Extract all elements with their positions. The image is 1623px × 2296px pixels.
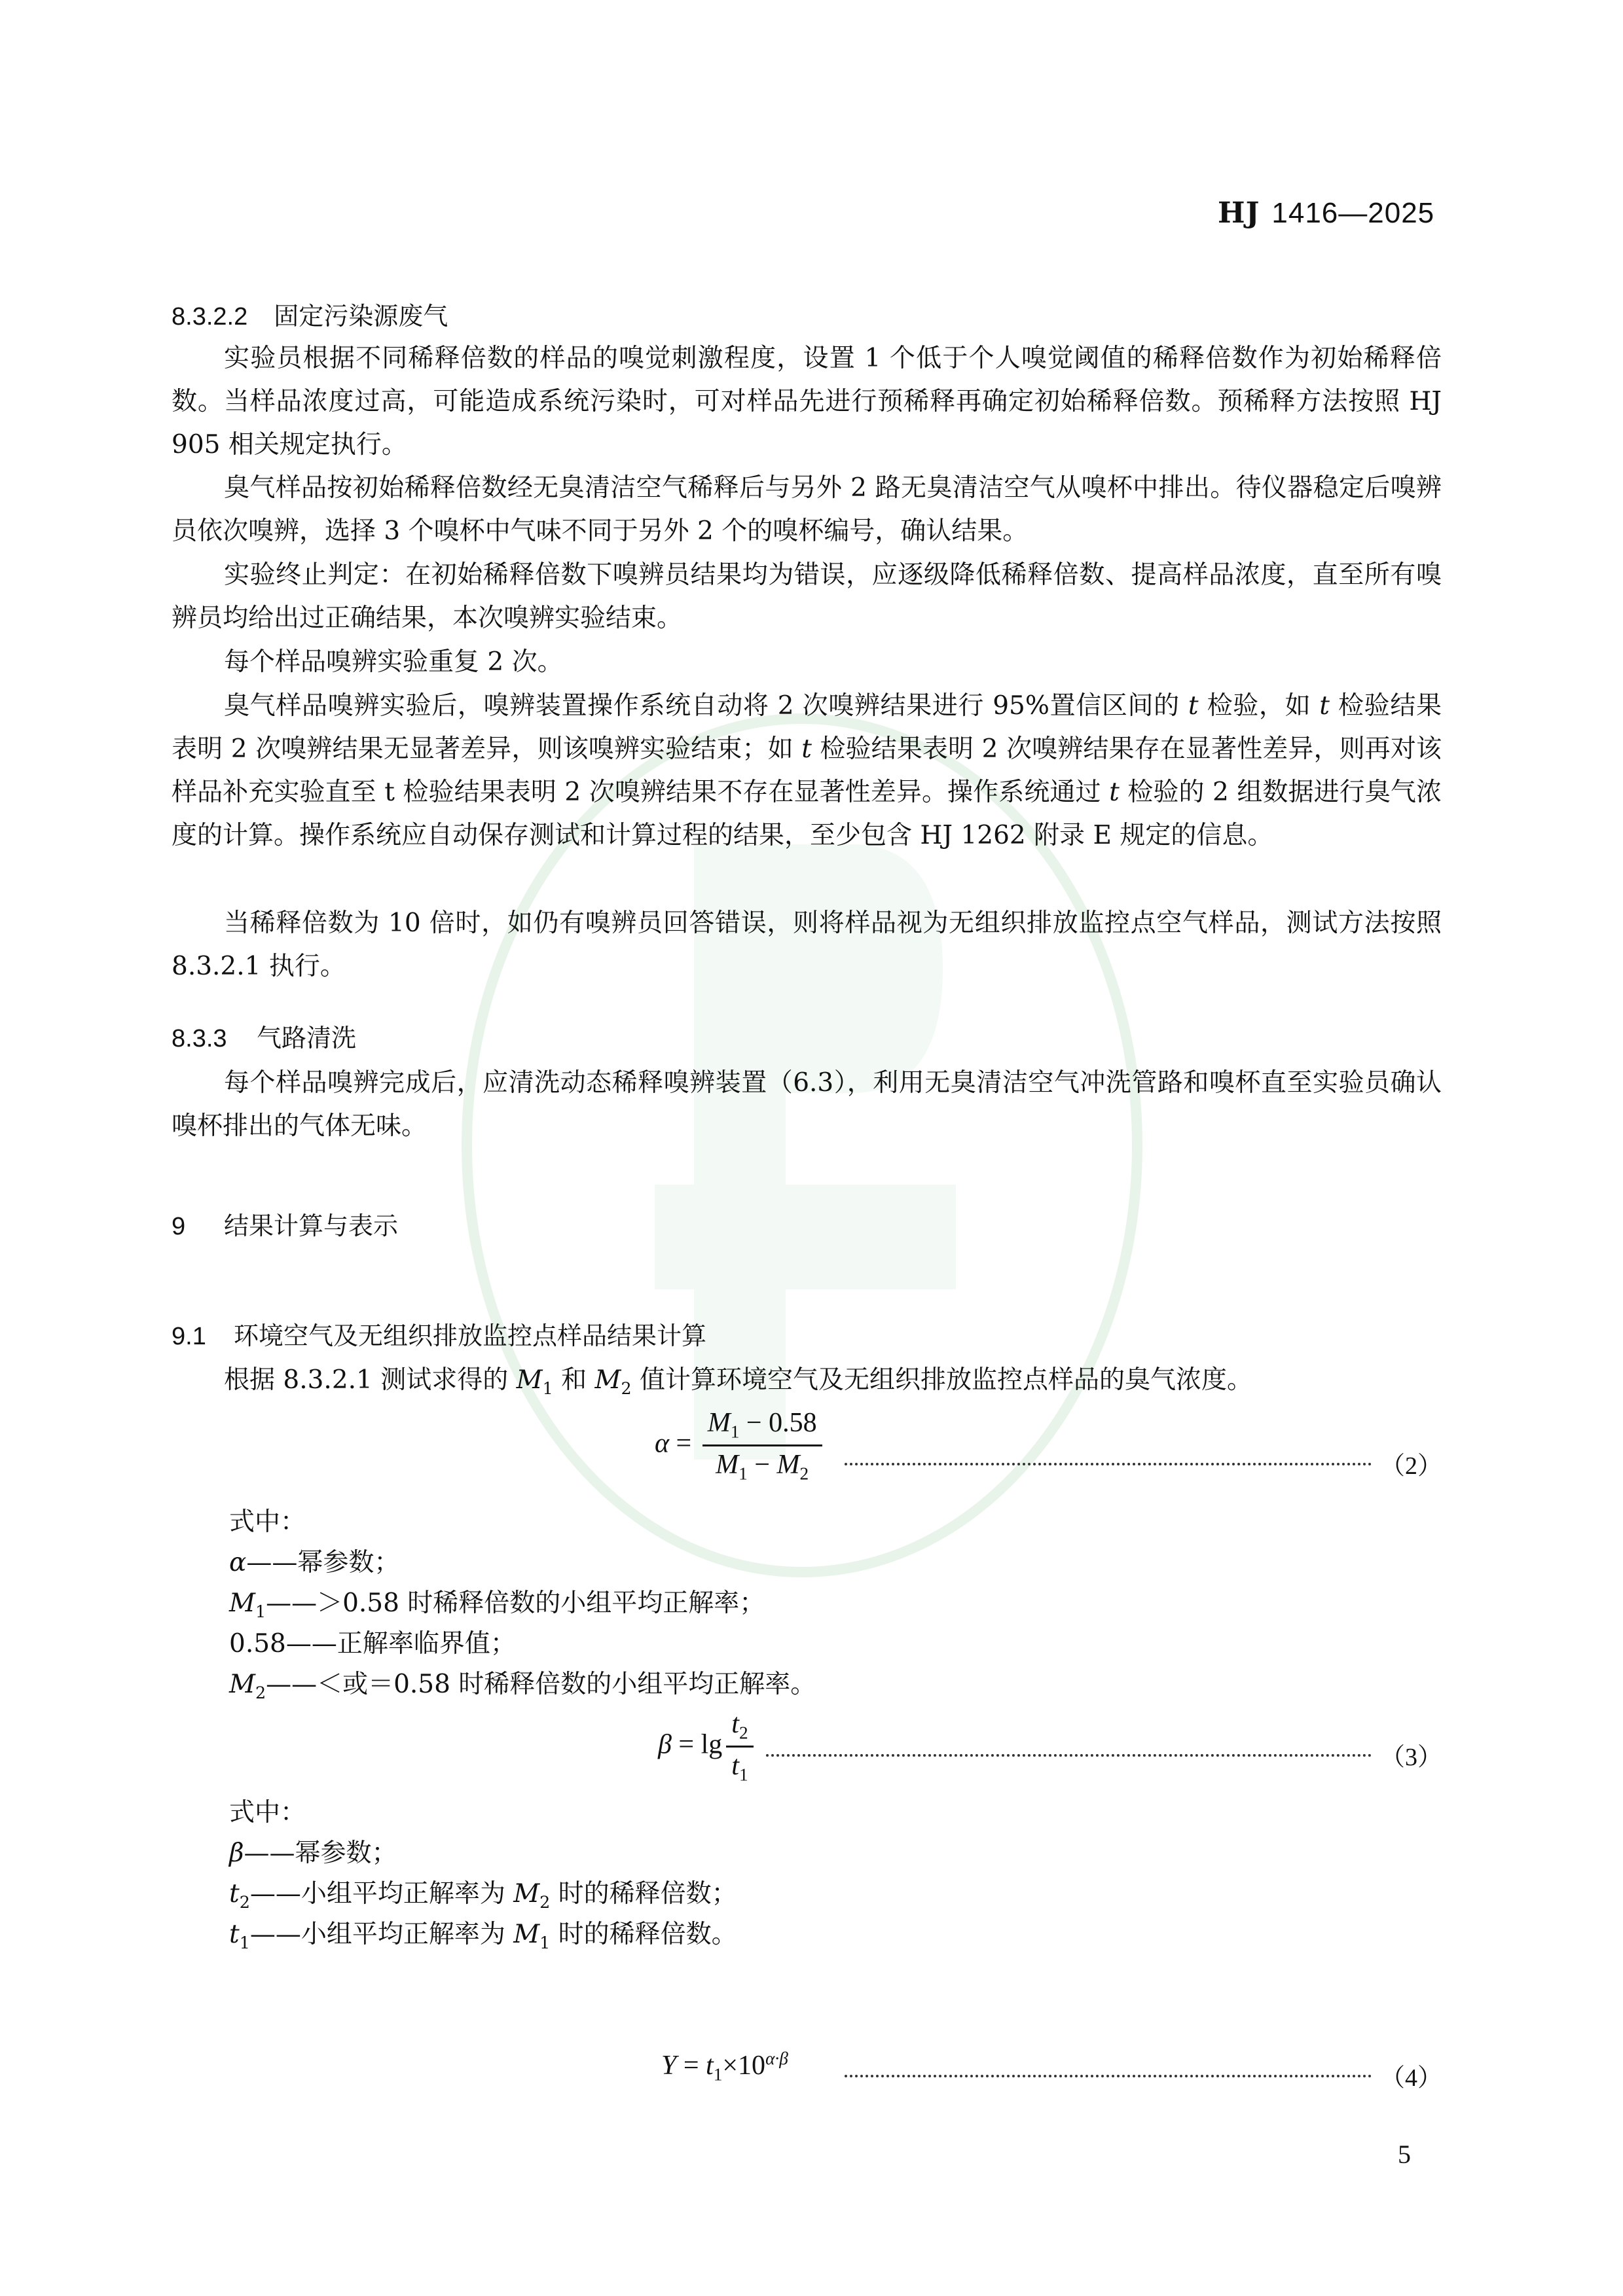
symbol-t: t <box>1109 778 1120 807</box>
symbol-m: M <box>594 1365 621 1395</box>
fraction <box>726 1708 753 1785</box>
section-title: 固定污染源废气 <box>274 303 448 331</box>
text-run: 检验的 2 组数据进行臭气浓度的计算。操作系统应自动保存测试和计算过程的结果，至少包含 HJ 1262 附录 E 规定的信息。 <box>172 778 1442 850</box>
symbol-m: M <box>716 1450 739 1480</box>
section-title: 气路清洗 <box>257 1025 357 1052</box>
symbol: M <box>229 1670 255 1699</box>
paragraph <box>172 554 1442 640</box>
paragraph-text <box>172 685 1442 857</box>
definition-text: ——幂参数； <box>246 1548 400 1577</box>
symbol: 0.58 <box>229 1629 286 1659</box>
section-heading-9-1 <box>172 1316 706 1352</box>
exponent: α·β <box>765 2049 788 2068</box>
paragraph-text: 当稀释倍数为 10 倍时，如仍有嗅辨员回答错误，则将样品视为无组织排放监控点空气样品，测试方法按照 8.3.2.1 执行。 <box>172 908 1442 981</box>
leader-dots <box>845 1463 1372 1465</box>
definition-alpha <box>229 1543 399 1583</box>
equation-number: （4） <box>1380 2064 1443 2092</box>
definition-text: ——正解率临界值； <box>285 1629 516 1659</box>
section-title: 环境空气及无组织排放监控点样品结果计算 <box>234 1323 707 1350</box>
section-number: 8.3.3 <box>172 1025 227 1052</box>
text-run: ×10 <box>722 2051 766 2081</box>
symbol: β <box>229 1839 244 1868</box>
symbol-t: t <box>706 2051 714 2081</box>
symbol-m: M <box>707 1408 731 1438</box>
subscript: 2 <box>239 1892 250 1912</box>
paragraph-text: 每个样品嗅辨完成后，应清洗动态稀释嗅辨装置（6.3），利用无臭清洁空气冲洗管路和嗅杯直至实验员确认嗅杯排出的气体无味。 <box>172 1068 1442 1141</box>
paragraph <box>172 1062 1442 1148</box>
equation-4: $Y = t_1\times 10^{\alpha\cdot\beta}$ <box>661 2049 788 2085</box>
symbol: t <box>229 1920 240 1949</box>
symbol-alpha: α <box>655 1428 670 1459</box>
symbol: M <box>229 1588 255 1618</box>
subscript: 1 <box>739 1765 748 1785</box>
subscript: 1 <box>255 1601 266 1621</box>
symbol-m: M <box>513 1920 540 1949</box>
symbol-t: t <box>1188 691 1199 721</box>
subscript: 1 <box>739 1463 748 1484</box>
subscript: 2 <box>539 1892 551 1912</box>
subscript: 1 <box>542 1378 553 1398</box>
definition-text: ——＜或＝0.58 时稀释倍数的小组平均正解率。 <box>266 1670 816 1699</box>
definition-text: ——小组平均正解率为 <box>249 1920 514 1949</box>
section-heading-8-3-3 <box>172 1018 356 1054</box>
subscript: 2 <box>255 1682 266 1702</box>
symbol: t <box>229 1879 240 1909</box>
symbol-m: M <box>513 1879 540 1909</box>
symbol-m: M <box>776 1450 800 1480</box>
definition-text: ——小组平均正解率为 <box>249 1879 514 1909</box>
definition-text: 时的稀释倍数。 <box>550 1920 737 1949</box>
definition-t1 <box>229 1915 737 1962</box>
section-heading-8-3-2-2 <box>172 296 448 332</box>
paragraph <box>172 467 1442 553</box>
paragraph-text: 每个样品嗅辨实验重复 2 次。 <box>224 647 563 677</box>
section-heading-9 <box>172 1206 398 1242</box>
symbol-t: t <box>731 1751 739 1782</box>
fraction-numerator <box>726 1708 753 1748</box>
paragraph-text: 实验终止判定：在初始稀释倍数下嗅辨员结果均为错误，应逐级降低稀释倍数、提高样品浓度，直至所有嗅辨员均给出过正确结果，本次嗅辨实验结束。 <box>172 560 1442 633</box>
paragraph-text: 臭气样品按初始稀释倍数经无臭清洁空气稀释后与另外 2 路无臭清洁空气从嗅杯中排出。待仪器稳定后嗅辨员依次嗅辨，选择 3 个嗅杯中气味不同于另外 2 个的嗅杯编号，确认结果。 <box>172 473 1442 546</box>
symbol-beta: β <box>658 1729 672 1760</box>
definition-beta <box>229 1834 397 1873</box>
paragraph-text: 实验员根据不同稀释倍数的样品的嗅觉刺激程度，设置 1 个低于个人嗅觉阈值的稀释倍数作为初始稀释倍数。当样品浓度过高，可能造成系统污染时，可对样品先进行预稀释再确定初始稀释倍数。预稀释方法按照 HJ 905 相关规定执行。 <box>172 344 1442 459</box>
subscript: 2 <box>799 1463 809 1484</box>
definition-058 <box>229 1624 516 1664</box>
subscript: 1 <box>713 2064 723 2085</box>
standard-prefix: HJ <box>1218 196 1260 230</box>
paragraph <box>172 1359 1442 1410</box>
fraction-numerator <box>702 1407 822 1446</box>
paragraph <box>172 641 1442 684</box>
subscript: 1 <box>239 1932 250 1952</box>
leader-dots <box>766 1754 1372 1757</box>
fraction-denominator <box>710 1446 814 1484</box>
page-number: 5 <box>1398 2140 1411 2169</box>
text-run: 和 <box>553 1365 595 1395</box>
definition-text: ——＞0.58 时稀释倍数的小组平均正解率； <box>266 1588 765 1618</box>
standard-header <box>1218 196 1434 230</box>
fraction <box>702 1407 822 1484</box>
subscript: 1 <box>730 1422 740 1442</box>
fraction-denominator <box>726 1748 753 1785</box>
standard-code: 1416—2025 <box>1271 197 1435 229</box>
symbol: α <box>229 1548 247 1577</box>
text-run: 值计算环境空气及无组织排放监控点样品的臭气浓度。 <box>631 1365 1252 1395</box>
equation-number: （2） <box>1380 1452 1443 1480</box>
where-label: 式中： <box>229 1798 306 1827</box>
text-run: − <box>747 1450 777 1480</box>
text-run: − 0.58 <box>739 1408 817 1438</box>
subscript: 2 <box>621 1378 632 1398</box>
symbol-y: Y <box>661 2051 677 2081</box>
text-run: 根据 8.3.2.1 测试求得的 <box>224 1365 517 1395</box>
symbol-t: t <box>1319 691 1330 721</box>
paragraph-t-test <box>172 685 1442 857</box>
section-number: 8.3.2.2 <box>172 303 248 331</box>
subscript: 2 <box>739 1723 748 1743</box>
log-operator: lg <box>701 1729 723 1760</box>
definition-text: 时的稀释倍数； <box>550 1879 737 1909</box>
definition-text: ——幂参数； <box>244 1839 397 1868</box>
symbol-t: t <box>801 734 812 764</box>
section-title: 结果计算与表示 <box>224 1213 399 1240</box>
text-run: 检验，如 <box>1198 691 1320 721</box>
paragraph <box>172 337 1442 467</box>
equation-3: β = lg $\frac{t_2}{t_1}$ <box>658 1708 757 1785</box>
subscript: 1 <box>539 1932 551 1952</box>
paragraph <box>172 902 1442 988</box>
text-run: 臭气样品嗅辨实验后，嗅辨装置操作系统自动将 2 次嗅辨结果进行 95%置信区间的 <box>224 691 1188 721</box>
section-number: 9.1 <box>172 1323 206 1350</box>
equation-number: （3） <box>1380 1744 1443 1771</box>
symbol-m: M <box>516 1365 543 1395</box>
paragraph-text <box>172 1359 1442 1410</box>
section-number: 9 <box>172 1213 186 1240</box>
text-run: 检验结果表明 2 次嗅辨结果无显著差异，则该嗅辨实验结束；如 <box>172 691 1442 764</box>
leader-dots <box>845 2075 1372 2077</box>
text-run: 检验结果表明 2 次嗅辨结果存在显著性差异，则再对该样品补充实验直至 t 检验结果表明 2 次嗅辨结果不存在显著性差异。操作系统通过 <box>172 734 1442 807</box>
symbol-t: t <box>731 1709 739 1739</box>
definition-m2 <box>229 1665 816 1712</box>
where-label: 式中： <box>229 1507 306 1537</box>
equation-2: α = $\frac{M_1 - 0.58}{M_1 - M_2}$ <box>655 1407 826 1484</box>
